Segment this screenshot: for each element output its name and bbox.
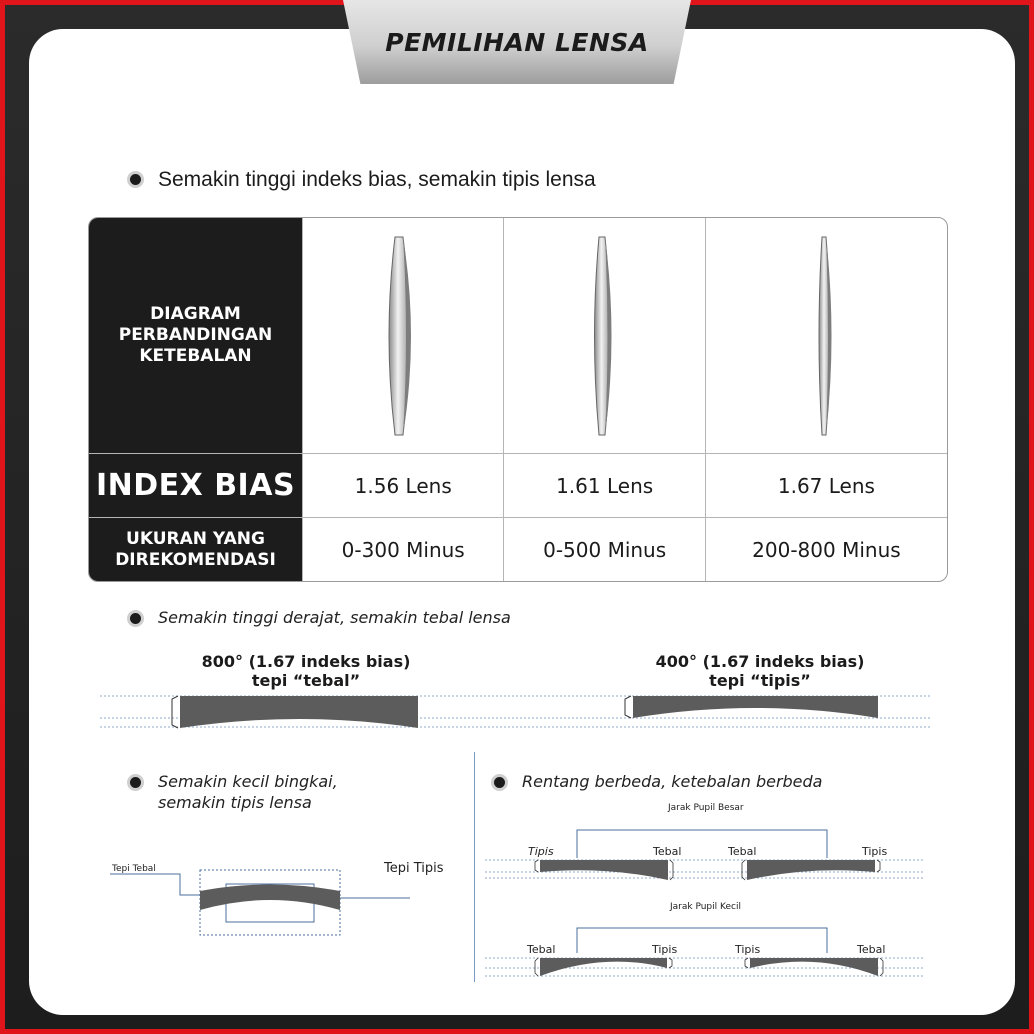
lens-comparison-table (88, 217, 948, 582)
lens-thickness-comparison-diagram (100, 690, 930, 735)
row-header-recommended (89, 518, 303, 581)
bullet-pupil-distance (491, 771, 822, 792)
bullet-frame-size (127, 771, 338, 813)
frame-size-diagram (110, 860, 420, 940)
label-bottom-3: Tipis (735, 943, 761, 956)
index-value: 1.67 Lens (706, 454, 947, 518)
bullet-text (158, 771, 338, 813)
label-thick-edge: Tepi Tebal (112, 864, 156, 874)
range-value: 200-800 Minus (752, 537, 901, 562)
label-bottom-4: Tebal (857, 943, 886, 956)
bullet-dot-icon (127, 171, 144, 188)
row-header-diagram (89, 218, 303, 454)
bullet-text: Semakin tinggi indeks bias, semakin tipis lensa (158, 168, 596, 191)
bullet-dot-icon (127, 774, 144, 791)
section-divider (474, 752, 475, 982)
lens-diagram-cell (303, 218, 504, 454)
bullet-refractive-index (127, 168, 596, 192)
row-header-text: KETEBALAN (139, 346, 252, 366)
bullet-dot-icon (127, 610, 144, 627)
range-value: 0-500 Minus (504, 518, 705, 581)
lens-diagram-cell (706, 218, 947, 454)
lens-profile-156-icon (373, 231, 433, 441)
lens-profile-161-icon (575, 231, 635, 441)
lens-profile-167-icon (796, 231, 856, 441)
lens-400-caption (630, 652, 890, 690)
bullet-dot-icon (491, 774, 508, 791)
pupil-distance-diagram (485, 818, 925, 983)
row-header-index: INDEX BIAS (89, 454, 303, 518)
label-top-1: Tipis (528, 845, 554, 858)
lens-800-caption (186, 652, 426, 690)
label-thin-edge: Tepi Tipis (384, 861, 444, 876)
bullet-line: semakin tipis lensa (158, 793, 312, 812)
range-value: 0-300 Minus (303, 518, 504, 581)
label-top-4: Tipis (862, 845, 888, 858)
row-header-text: UKURAN YANG (126, 528, 265, 549)
row-header-text: PERBANDINGAN (118, 325, 273, 345)
row-header-text: DIAGRAM (150, 304, 241, 324)
bullet-line: Semakin kecil bingkai, (158, 772, 338, 791)
index-value: 1.56 Lens (303, 454, 504, 518)
lens-diagram-cell (504, 218, 705, 454)
bullet-text: Semakin tinggi derajat, semakin tebal lensa (158, 608, 511, 627)
bullet-text: Rentang berbeda, ketebalan berbeda (522, 772, 823, 791)
label-bottom-2: Tipis (652, 943, 678, 956)
thin-edge-lens-shape (633, 696, 878, 718)
row-header-text: DIREKOMENDASI (115, 549, 276, 570)
caption-line: tepi “tebal” (251, 671, 361, 690)
label-top-2: Tebal (653, 845, 682, 858)
thick-edge-lens-shape (180, 696, 418, 728)
label-pupil-large: Jarak Pupil Besar (668, 803, 744, 813)
label-pupil-small: Jarak Pupil Kecil (670, 902, 741, 912)
caption-line: 800° (1.67 indeks bias) (201, 652, 411, 671)
caption-line: tepi “tipis” (709, 671, 811, 690)
page-title: PEMILIHAN LENSA (385, 28, 649, 57)
label-top-3: Tebal (728, 845, 757, 858)
label-bottom-1: Tebal (527, 943, 556, 956)
bullet-degree (127, 607, 511, 628)
caption-line: 400° (1.67 indeks bias) (655, 652, 865, 671)
index-value: 1.61 Lens (504, 454, 705, 518)
